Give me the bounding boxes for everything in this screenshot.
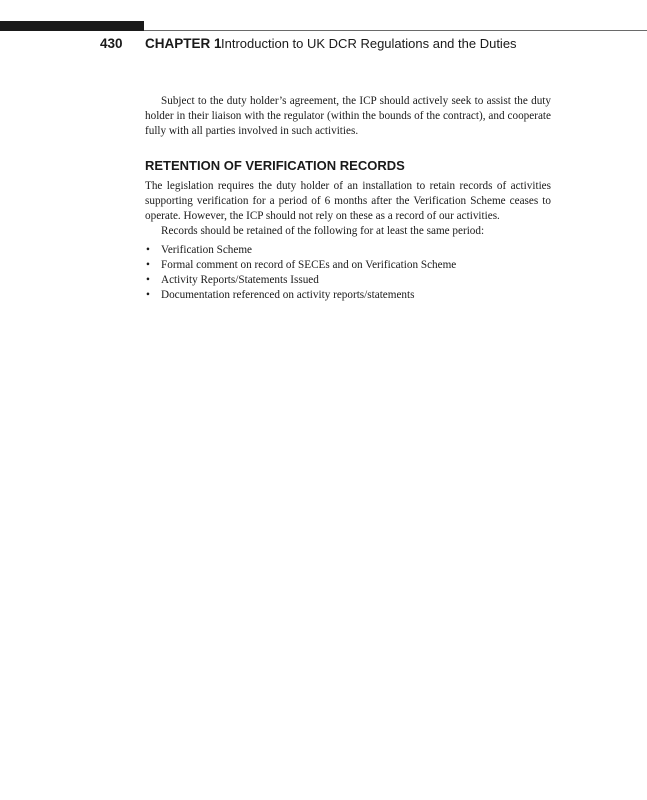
header-bar <box>0 21 144 31</box>
bullet-icon: • <box>146 289 150 301</box>
bullet-list <box>145 243 551 303</box>
list-item-text: Documentation referenced on activity reports/statements <box>161 289 415 301</box>
list-item-text: Activity Reports/Statements Issued <box>161 274 319 286</box>
bullet-icon: • <box>146 244 150 256</box>
paragraph-liaison: Subject to the duty holder’s agreement, the ICP should actively seek to assist the duty holder in their liaison with the regulator (within the bounds of the contract), and cooperate fully with all parties involved in such activities. <box>145 95 551 137</box>
bullet-icon: • <box>146 259 150 271</box>
paragraph-retention <box>145 179 551 239</box>
paragraph-records: Records should be retained of the following for at least the same period: <box>161 225 485 237</box>
list-item <box>145 288 551 303</box>
list-item-text: Verification Scheme <box>161 244 253 256</box>
chapter-label: CHAPTER 1 <box>145 36 222 51</box>
list-item <box>145 243 551 258</box>
chapter-title: Introduction to UK DCR Regulations and the Duties <box>221 36 517 51</box>
page-number: 430 <box>100 36 123 51</box>
section-heading: RETENTION OF VERIFICATION RECORDS <box>145 158 405 173</box>
list-item-text: Formal comment on record of SECEs and on Verification Scheme <box>161 259 457 271</box>
list-item <box>145 273 551 288</box>
header-rule <box>144 30 647 31</box>
paragraph-retention-text: The legislation requires the duty holder of an installation to retain records of activities supporting verification for a period of 6 months after the Verification Scheme ceases to operate. However, the ICP should not rely on these as a record of our activities. <box>145 180 551 222</box>
running-head <box>0 36 647 54</box>
list-item <box>145 258 551 273</box>
bullet-icon: • <box>146 274 150 286</box>
